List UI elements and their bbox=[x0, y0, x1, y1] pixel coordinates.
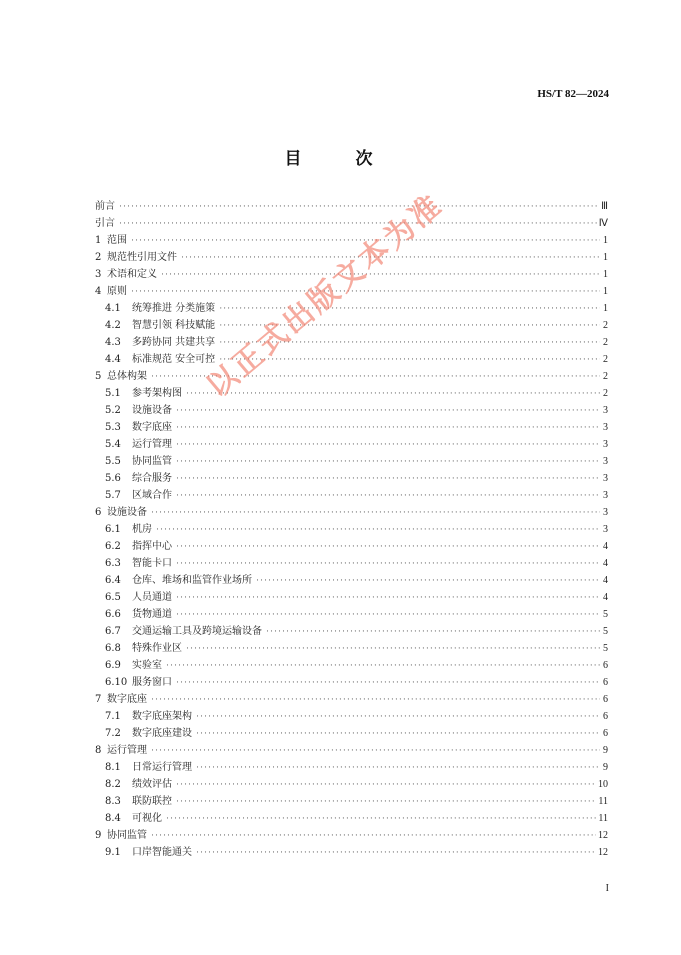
toc-entry[interactable] bbox=[95, 317, 608, 334]
toc-entry-number: 4.4 bbox=[105, 354, 121, 365]
toc-entry-page: 5 bbox=[603, 643, 608, 654]
toc-entry[interactable] bbox=[95, 674, 608, 691]
toc-entry-page: 4 bbox=[603, 558, 608, 569]
toc-entry-number: 6.3 bbox=[105, 558, 121, 569]
toc-entry-title: 范围 bbox=[107, 235, 127, 246]
toc-entry-title: 仓库、堆场和监管作业场所 bbox=[132, 575, 252, 586]
toc-entry-title: 日常运行管理 bbox=[132, 762, 192, 773]
toc-entry[interactable] bbox=[95, 470, 608, 487]
toc-entry-title: 引言 bbox=[95, 218, 115, 229]
dot-leader bbox=[166, 657, 600, 674]
dot-leader bbox=[151, 504, 600, 521]
toc-entry-title: 统筹推进 分类施策 bbox=[132, 303, 216, 314]
toc-entry[interactable] bbox=[95, 623, 608, 640]
toc-entry[interactable] bbox=[95, 385, 608, 402]
dot-leader bbox=[151, 827, 596, 844]
dot-leader bbox=[151, 742, 600, 759]
toc-entry-number: 9.1 bbox=[105, 847, 121, 858]
dot-leader bbox=[176, 487, 600, 504]
toc-entry-title: 总体构架 bbox=[107, 371, 147, 382]
toc-entry-number: 6.10 bbox=[105, 677, 128, 688]
toc-entry-title: 规范性引用文件 bbox=[107, 252, 177, 263]
toc-entry-number: 1 bbox=[95, 235, 102, 246]
toc-entry-number: 5.7 bbox=[105, 490, 121, 501]
toc-entry-number: 6.6 bbox=[105, 609, 121, 620]
toc-entry-page: 4 bbox=[603, 541, 608, 552]
toc-entry-page: 6 bbox=[603, 694, 608, 705]
toc-entry-page: 3 bbox=[603, 473, 608, 484]
dot-leader bbox=[119, 198, 599, 215]
toc-entry-title: 可视化 bbox=[132, 813, 162, 824]
toc-entry-number: 8.3 bbox=[105, 796, 121, 807]
dot-leader bbox=[266, 623, 600, 640]
toc-entry-page: 5 bbox=[603, 609, 608, 620]
dot-leader bbox=[186, 385, 600, 402]
toc-entry-page: 1 bbox=[603, 303, 608, 314]
dot-leader bbox=[176, 419, 600, 436]
toc-entry-page: 3 bbox=[603, 490, 608, 501]
toc-entry-page: 2 bbox=[603, 337, 608, 348]
toc-entry-title: 货物通道 bbox=[132, 609, 172, 620]
toc-entry-title: 区域合作 bbox=[132, 490, 172, 501]
toc-entry-number: 5.1 bbox=[105, 388, 121, 399]
toc-entry-title: 特殊作业区 bbox=[132, 643, 182, 654]
toc-entry-title: 运行管理 bbox=[107, 745, 147, 756]
toc-entry-title: 联防联控 bbox=[132, 796, 172, 807]
dot-leader bbox=[196, 759, 600, 776]
toc-entry-page: 12 bbox=[598, 830, 608, 841]
toc-entry-title: 标准规范 安全可控 bbox=[132, 354, 216, 365]
toc-entry-number: 7.2 bbox=[105, 728, 121, 739]
toc-entry-page: Ⅳ bbox=[598, 218, 608, 229]
toc-entry-page: 3 bbox=[603, 405, 608, 416]
toc-entry-title: 服务窗口 bbox=[132, 677, 172, 688]
toc-entry-page: 2 bbox=[603, 354, 608, 365]
toc-entry-title: 多跨协同 共建共享 bbox=[132, 337, 216, 348]
toc-entry[interactable] bbox=[95, 402, 608, 419]
toc-entry-title: 数字底座架构 bbox=[132, 711, 192, 722]
toc-entry-title: 数字底座建设 bbox=[132, 728, 192, 739]
toc-entry-page: 1 bbox=[603, 286, 608, 297]
dot-leader bbox=[176, 538, 600, 555]
toc-entry-title: 智能卡口 bbox=[132, 558, 172, 569]
toc-entry-number: 5.2 bbox=[105, 405, 121, 416]
toc-entry[interactable] bbox=[95, 810, 608, 827]
toc-entry-title: 指挥中心 bbox=[132, 541, 172, 552]
toc-entry-page: Ⅲ bbox=[601, 201, 608, 212]
toc-entry-title: 实验室 bbox=[132, 660, 162, 671]
dot-leader bbox=[176, 589, 600, 606]
toc-entry-number: 6.1 bbox=[105, 524, 121, 535]
toc-entry-number: 8.2 bbox=[105, 779, 121, 790]
toc-entry-title: 交通运输工具及跨境运输设备 bbox=[132, 626, 262, 637]
toc-entry-page: 2 bbox=[603, 371, 608, 382]
toc-entry-page: 6 bbox=[603, 728, 608, 739]
toc-entry-number: 4.3 bbox=[105, 337, 121, 348]
dot-leader bbox=[176, 793, 596, 810]
toc-entry[interactable] bbox=[95, 334, 608, 351]
watermark: 以正式出版文本为准 bbox=[200, 187, 451, 405]
toc-entry-page: 4 bbox=[603, 592, 608, 603]
toc-entry[interactable] bbox=[95, 827, 608, 844]
toc-entry-page: 6 bbox=[603, 711, 608, 722]
dot-leader bbox=[151, 691, 600, 708]
dot-leader bbox=[176, 606, 600, 623]
toc-entry-page: 12 bbox=[598, 847, 608, 858]
toc-entry-title: 绩效评估 bbox=[132, 779, 172, 790]
toc-entry-page: 1 bbox=[603, 235, 608, 246]
toc-entry[interactable] bbox=[95, 640, 608, 657]
toc-entry-page: 1 bbox=[603, 269, 608, 280]
document-code: HS/T 82—2024 bbox=[537, 88, 609, 100]
toc-entry-number: 4.1 bbox=[105, 303, 121, 314]
toc-entry-title: 口岸智能通关 bbox=[132, 847, 192, 858]
toc-entry-page: 3 bbox=[603, 422, 608, 433]
dot-leader bbox=[176, 436, 600, 453]
dot-leader bbox=[196, 708, 600, 725]
toc-entry[interactable] bbox=[95, 538, 608, 555]
toc-entry-number: 6.8 bbox=[105, 643, 121, 654]
toc-entry-page: 2 bbox=[603, 320, 608, 331]
toc-entry-number: 9 bbox=[95, 830, 102, 841]
toc-title: 目 次 bbox=[284, 149, 397, 169]
dot-leader bbox=[176, 555, 600, 572]
toc-entry-title: 人员通道 bbox=[132, 592, 172, 603]
toc-entry-number: 4 bbox=[95, 286, 102, 297]
toc-entry-title: 数字底座 bbox=[107, 694, 147, 705]
dot-leader bbox=[166, 810, 596, 827]
toc-entry[interactable] bbox=[95, 793, 608, 810]
toc-entry-number: 5.6 bbox=[105, 473, 121, 484]
toc-entry[interactable] bbox=[95, 419, 608, 436]
toc-entry-title: 设施设备 bbox=[107, 507, 147, 518]
toc-entry-number: 6.7 bbox=[105, 626, 121, 637]
toc-entry-page: 9 bbox=[603, 762, 608, 773]
dot-leader bbox=[196, 844, 596, 861]
toc-entry-number: 7.1 bbox=[105, 711, 121, 722]
toc-entry[interactable] bbox=[95, 521, 608, 538]
toc-entry[interactable] bbox=[95, 453, 608, 470]
toc-entry-number: 4.2 bbox=[105, 320, 121, 331]
toc-entry-number: 5.5 bbox=[105, 456, 121, 467]
toc-entry[interactable] bbox=[95, 572, 608, 589]
toc-entry[interactable] bbox=[95, 215, 608, 232]
dot-leader bbox=[156, 521, 600, 538]
dot-leader bbox=[176, 402, 600, 419]
toc-entry-number: 8.1 bbox=[105, 762, 121, 773]
dot-leader bbox=[176, 776, 596, 793]
toc-entry-number: 8 bbox=[95, 745, 102, 756]
toc-entry-number: 6 bbox=[95, 507, 102, 518]
toc-entry-page: 11 bbox=[598, 796, 608, 807]
toc-entry-number: 6.2 bbox=[105, 541, 121, 552]
toc-entry-page: 3 bbox=[603, 524, 608, 535]
toc-entry-page: 2 bbox=[603, 388, 608, 399]
toc-entry[interactable] bbox=[95, 300, 608, 317]
toc-entry-title: 智慧引领 科技赋能 bbox=[132, 320, 216, 331]
toc-entry-number: 8.4 bbox=[105, 813, 121, 824]
toc-entry-number: 5.4 bbox=[105, 439, 121, 450]
page-number: I bbox=[605, 883, 609, 894]
toc-entry[interactable] bbox=[95, 742, 608, 759]
toc-entry-number: 6.4 bbox=[105, 575, 121, 586]
toc-entry-title: 机房 bbox=[132, 524, 152, 535]
toc-entry[interactable] bbox=[95, 776, 608, 793]
toc-entry-number: 2 bbox=[95, 252, 102, 263]
toc-entry-page: 9 bbox=[603, 745, 608, 756]
toc-entry-number: 5 bbox=[95, 371, 102, 382]
toc-entry[interactable] bbox=[95, 487, 608, 504]
toc-entry-page: 3 bbox=[603, 439, 608, 450]
toc-entry[interactable] bbox=[95, 555, 608, 572]
toc-entry[interactable] bbox=[95, 708, 608, 725]
dot-leader bbox=[256, 572, 600, 589]
toc-entry-title: 原则 bbox=[107, 286, 127, 297]
toc-entry-number: 3 bbox=[95, 269, 102, 280]
toc-entry-page: 4 bbox=[603, 575, 608, 586]
toc-entry-title: 综合服务 bbox=[132, 473, 172, 484]
toc-entry[interactable] bbox=[95, 725, 608, 742]
toc-entry-title: 协同监管 bbox=[132, 456, 172, 467]
toc-entry[interactable] bbox=[95, 504, 608, 521]
dot-leader bbox=[176, 453, 600, 470]
toc-entry[interactable] bbox=[95, 657, 608, 674]
toc-entry-title: 设施设备 bbox=[132, 405, 172, 416]
dot-leader bbox=[186, 640, 600, 657]
toc-entry-page: 10 bbox=[598, 779, 608, 790]
toc-entry-page: 3 bbox=[603, 456, 608, 467]
toc-entry-title: 前言 bbox=[95, 201, 115, 212]
toc-entry-page: 6 bbox=[603, 660, 608, 671]
toc-entry-page: 1 bbox=[603, 252, 608, 263]
toc-entry-title: 运行管理 bbox=[132, 439, 172, 450]
dot-leader bbox=[119, 215, 597, 232]
toc-entry-title: 协同监管 bbox=[107, 830, 147, 841]
toc-entry[interactable] bbox=[95, 198, 608, 215]
toc-entry[interactable] bbox=[95, 589, 608, 606]
toc-entry[interactable] bbox=[95, 368, 608, 385]
toc-entry-title: 术语和定义 bbox=[107, 269, 157, 280]
toc-entry-page: 5 bbox=[603, 626, 608, 637]
toc-entry-page: 6 bbox=[603, 677, 608, 688]
toc-entry-number: 5.3 bbox=[105, 422, 121, 433]
toc-entry[interactable] bbox=[95, 606, 608, 623]
dot-leader bbox=[176, 674, 600, 691]
dot-leader bbox=[176, 470, 600, 487]
toc-entry-title: 数字底座 bbox=[132, 422, 172, 433]
dot-leader bbox=[196, 725, 600, 742]
toc-entry[interactable] bbox=[95, 759, 608, 776]
toc-entry-number: 7 bbox=[95, 694, 102, 705]
toc-entry-number: 6.5 bbox=[105, 592, 121, 603]
toc-entry-number: 6.9 bbox=[105, 660, 121, 671]
toc-entry[interactable] bbox=[95, 844, 608, 861]
toc-entry[interactable] bbox=[95, 351, 608, 368]
toc-entry[interactable] bbox=[95, 436, 608, 453]
toc-entry-title: 参考架构图 bbox=[132, 388, 182, 399]
toc-entry-page: 11 bbox=[598, 813, 608, 824]
toc-entry-page: 3 bbox=[603, 507, 608, 518]
toc-entry[interactable] bbox=[95, 691, 608, 708]
